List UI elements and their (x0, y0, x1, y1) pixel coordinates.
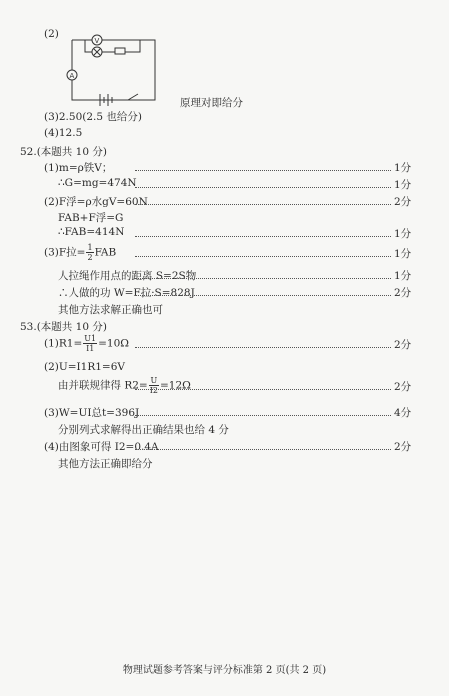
q52-header: 52.(本题共 10 分) (20, 146, 107, 158)
q52-score-5: 1分 (394, 228, 412, 240)
q53-line-5: 分别列式求解得出正确结果也给 4 分 (58, 424, 229, 436)
dot-leader (135, 236, 391, 237)
fraction-numerator: U (150, 376, 158, 385)
page-footer: 物理试题参考答案与评分标准第 2 页(共 2 页) (122, 665, 327, 676)
formula-prefix: (1)R1= (44, 337, 83, 350)
q52-score-1: 1分 (394, 162, 412, 174)
formula-suffix: =12Ω (159, 379, 191, 392)
dot-leader (135, 278, 391, 279)
svg-text:A: A (69, 72, 75, 80)
part2-label: (2) (44, 28, 59, 40)
q53-header: 53.(本题共 10 分) (20, 321, 107, 333)
formula-prefix: (3)F拉= (44, 246, 86, 259)
q53-line-2: (2)U=I1R1=6V (44, 361, 125, 373)
part3-answer: (3)2.50(2.5 也给分) (44, 111, 142, 123)
fraction (83, 334, 97, 353)
q52-line-4: FAB+F浮=G (58, 212, 124, 224)
q52-line-2: ∴G=mg=474N (58, 177, 137, 189)
q52-line-1: (1)m=ρ铁V； (44, 162, 113, 174)
circuit-diagram (60, 30, 170, 108)
q53-score-4: 4分 (394, 407, 412, 419)
dot-leader (135, 295, 391, 296)
q52-line-6 (44, 243, 116, 262)
q53-score-3: 2分 (394, 381, 412, 393)
q53-line-6: (4)由图象可得 I2=0.4A (44, 441, 159, 453)
q53-line-4: (3)W=UI总t=396J (44, 407, 140, 419)
part4-answer: (4)12.5 (44, 127, 83, 139)
dot-leader (135, 256, 391, 257)
q52-line-3: (2)F浮=ρ水gV=60N (44, 196, 148, 208)
part2-note: 原理对即给分 (180, 97, 243, 109)
q52-score-2: 1分 (394, 179, 412, 191)
formula-prefix: 由并联规律得 R2= (58, 379, 148, 392)
q52-score-6: 1分 (394, 248, 412, 260)
dot-leader (135, 170, 391, 171)
dot-leader (135, 187, 391, 188)
q52-line-8: ∴人做的功 W=F拉·S=828J (58, 287, 195, 299)
formula-suffix: FAB (94, 246, 117, 259)
q52-line-5: ∴FAB=414N (58, 226, 125, 238)
q53-line-7: 其他方法正确即给分 (58, 458, 153, 470)
dot-leader (135, 204, 391, 205)
q53-line-3 (58, 376, 191, 395)
q52-score-3: 2分 (394, 196, 412, 208)
q53-line-1 (44, 334, 129, 353)
fraction-denominator: I1 (86, 344, 95, 353)
fraction-denominator: 2 (87, 253, 93, 262)
fraction-numerator: 1 (87, 243, 93, 252)
formula-suffix: =10Ω (98, 337, 129, 350)
q52-line-9: 其他方法求解正确也可 (58, 304, 163, 316)
dot-leader (135, 415, 391, 416)
fraction (149, 376, 159, 395)
dot-leader (135, 449, 391, 450)
q53-score-1: 2分 (394, 339, 412, 351)
fraction (86, 243, 93, 262)
q52-score-7: 1分 (394, 270, 412, 282)
fraction-numerator: U1 (84, 334, 97, 343)
svg-text:V: V (94, 37, 100, 45)
q53-score-6: 2分 (394, 441, 412, 453)
dot-leader (135, 347, 391, 348)
q52-line-7: 人拉绳作用点的距离 S=2S物 (58, 270, 197, 282)
dot-leader (135, 389, 391, 390)
fraction-denominator: I2 (149, 386, 158, 395)
q52-score-8: 2分 (394, 287, 412, 299)
